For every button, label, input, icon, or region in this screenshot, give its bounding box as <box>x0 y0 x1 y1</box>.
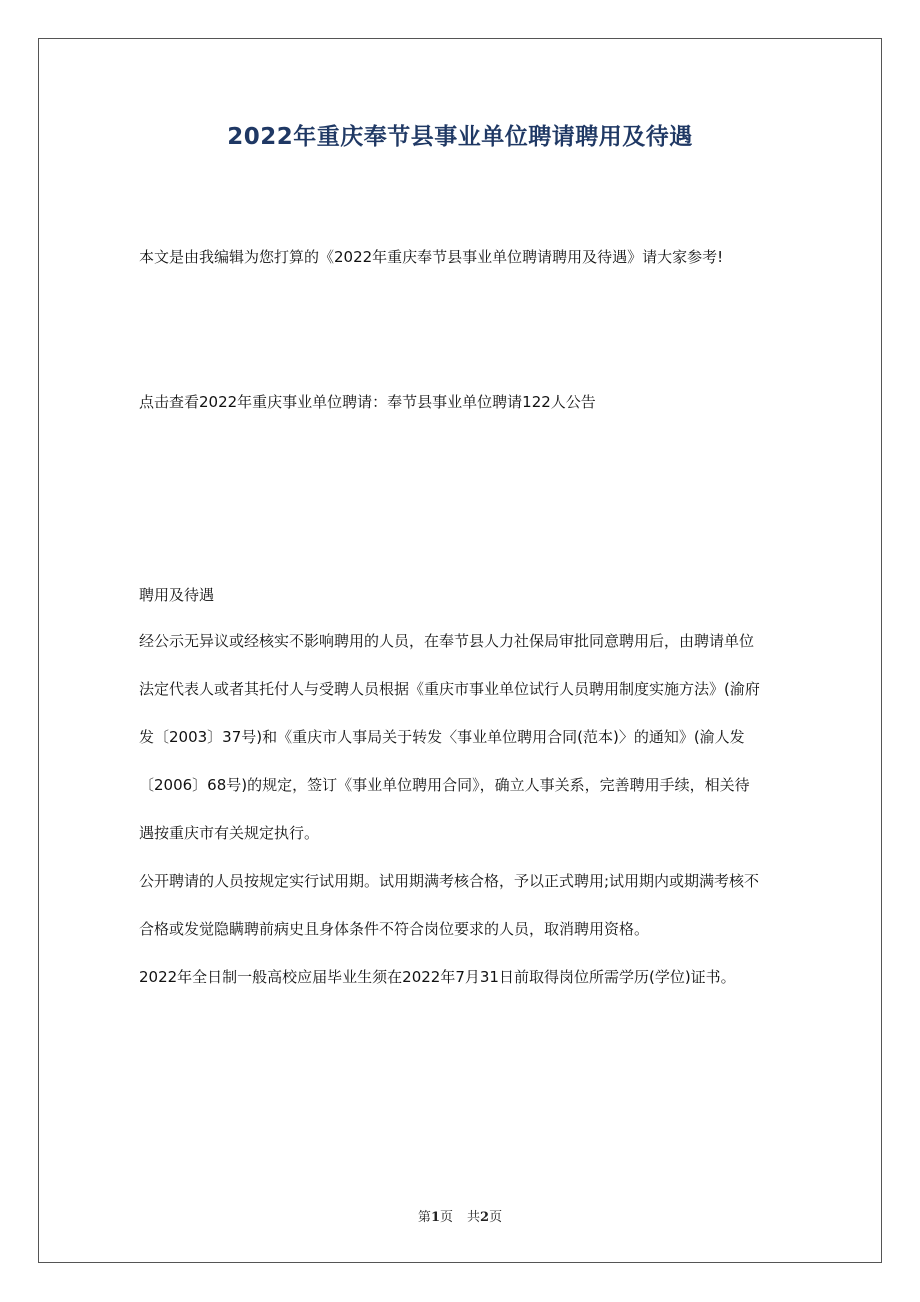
body-line: 公开聘请的人员按规定实行试用期。试用期满考核合格，予以正式聘用;试用期内或期满考核不 <box>139 872 760 890</box>
body-line: 法定代表人或者其托付人与受聘人员根据《重庆市事业单位试行人员聘用制度实施方法》(渝府 <box>139 680 760 698</box>
body-line: 发〔2003〕37号)和《重庆市人事局关于转发〈事业单位聘用合同(范本)〉的通知》(渝人发 <box>139 728 745 746</box>
page-footer <box>38 1206 882 1225</box>
current-page-number: 1 <box>430 1210 440 1225</box>
section-heading: 聘用及待遇 <box>139 586 215 604</box>
body-line: 〔2006〕68号)的规定，签订《事业单位聘用合同》，确立人事关系，完善聘用手续，相关待 <box>139 776 750 794</box>
page-prefix: 第 <box>417 1210 431 1225</box>
body-line: 合格或发觉隐瞒聘前病史且身体条件不符合岗位要求的人员，取消聘用资格。 <box>139 920 650 938</box>
document-title: 2022年重庆奉节县事业单位聘请聘用及待遇 <box>227 124 693 150</box>
body-line: 2022年全日制一般高校应届毕业生须在2022年7月31日前取得岗位所需学历(学位)证书。 <box>139 968 736 986</box>
body-text <box>139 627 789 1011</box>
intro-paragraph: 本文是由我编辑为您打算的《2022年重庆奉节县事业单位聘请聘用及待遇》请大家参考! <box>139 248 724 266</box>
page-suffix: 页 <box>439 1210 453 1225</box>
total-prefix: 共 <box>467 1210 481 1225</box>
total-pages-number: 2 <box>480 1210 490 1225</box>
total-suffix: 页 <box>489 1210 503 1225</box>
announcement-link[interactable]: 点击查看2022年重庆事业单位聘请：奉节县事业单位聘请122人公告 <box>139 393 596 411</box>
body-line: 遇按重庆市有关规定执行。 <box>139 824 320 842</box>
body-line: 经公示无异议或经核实不影响聘用的人员，在奉节县人力社保局审批同意聘用后，由聘请单位 <box>139 632 755 650</box>
